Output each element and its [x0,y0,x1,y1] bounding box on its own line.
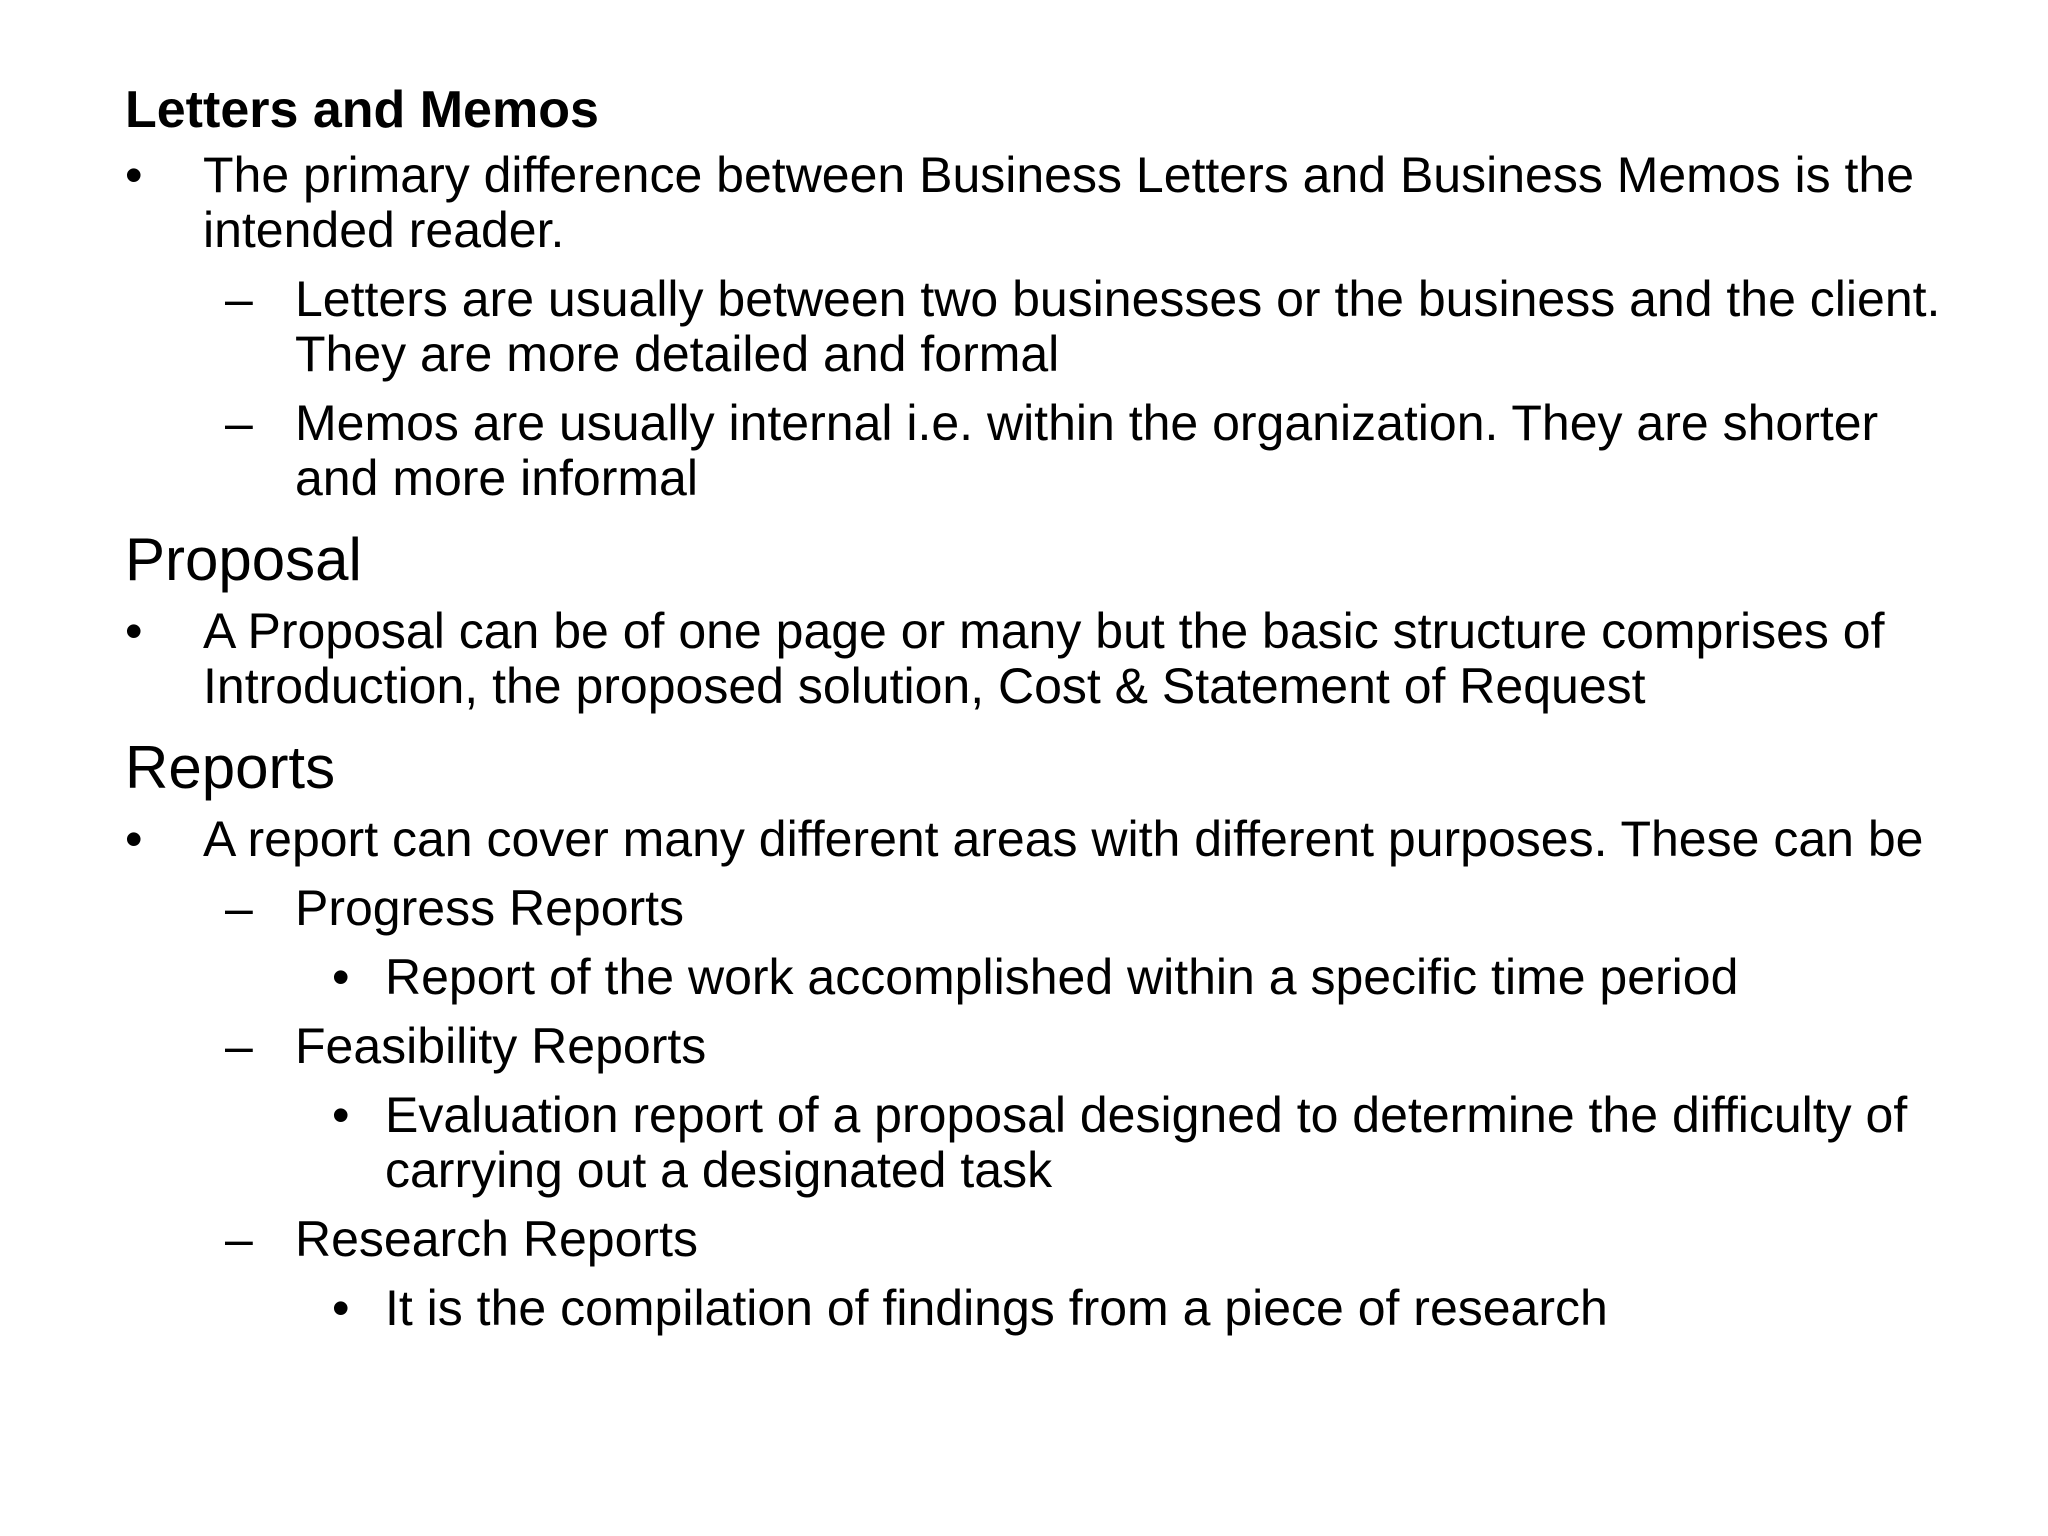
bullet-marker: • [332,1280,350,1336]
sub-bullet-text: Letters are usually between two businesses or the business and the client. They are more detailed and formal [295,271,1941,382]
sub-bullet-text: Feasibility Reports [295,1018,707,1074]
bullet-item [125,812,1955,867]
bullet-marker: • [125,811,143,867]
section-heading-letters-memos: Letters and Memos [125,81,599,139]
bullet-marker: • [332,1087,350,1143]
dash-marker: – [225,395,253,451]
slide-content [125,80,1955,1336]
sub-bullet-text: Progress Reports [295,880,685,936]
bullet-marker: • [332,949,350,1005]
sub-bullet-item [125,1019,1955,1074]
bullet-text: The primary difference between Business Letters and Business Memos is the intended reader. [203,147,1915,258]
dash-marker: – [225,1018,253,1074]
section-heading-reports: Reports [125,734,336,801]
sub-sub-bullet-text: It is the compilation of findings from a piece of research [385,1280,1608,1336]
bullet-marker: • [125,147,143,203]
sub-sub-bullet-item [125,1281,1955,1336]
bullet-item [125,148,1955,258]
dash-marker: – [225,271,253,327]
sub-bullet-item [125,272,1955,382]
section-heading-proposal: Proposal [125,526,362,593]
sub-sub-bullet-text: Evaluation report of a proposal designed to determine the difficulty of carrying out a designated task [385,1087,1908,1198]
dash-marker: – [225,1211,253,1267]
sub-bullet-item [125,1212,1955,1267]
sub-bullet-item [125,396,1955,506]
bullet-text: A Proposal can be of one page or many but the basic structure comprises of Introduction, the proposed solution, Cost & Statement of Request [203,603,1885,714]
sub-sub-bullet-item [125,1088,1955,1198]
bullet-item [125,604,1955,714]
sub-sub-bullet-text: Report of the work accomplished within a specific time period [385,949,1739,1005]
bullet-marker: • [125,603,143,659]
sub-bullet-item [125,881,1955,936]
sub-bullet-text: Research Reports [295,1211,698,1267]
bullet-text: A report can cover many different areas with different purposes. These can be [203,811,1924,867]
sub-bullet-text: Memos are usually internal i.e. within the organization. They are shorter and more informal [295,395,1879,506]
dash-marker: – [225,880,253,936]
sub-sub-bullet-item [125,950,1955,1005]
